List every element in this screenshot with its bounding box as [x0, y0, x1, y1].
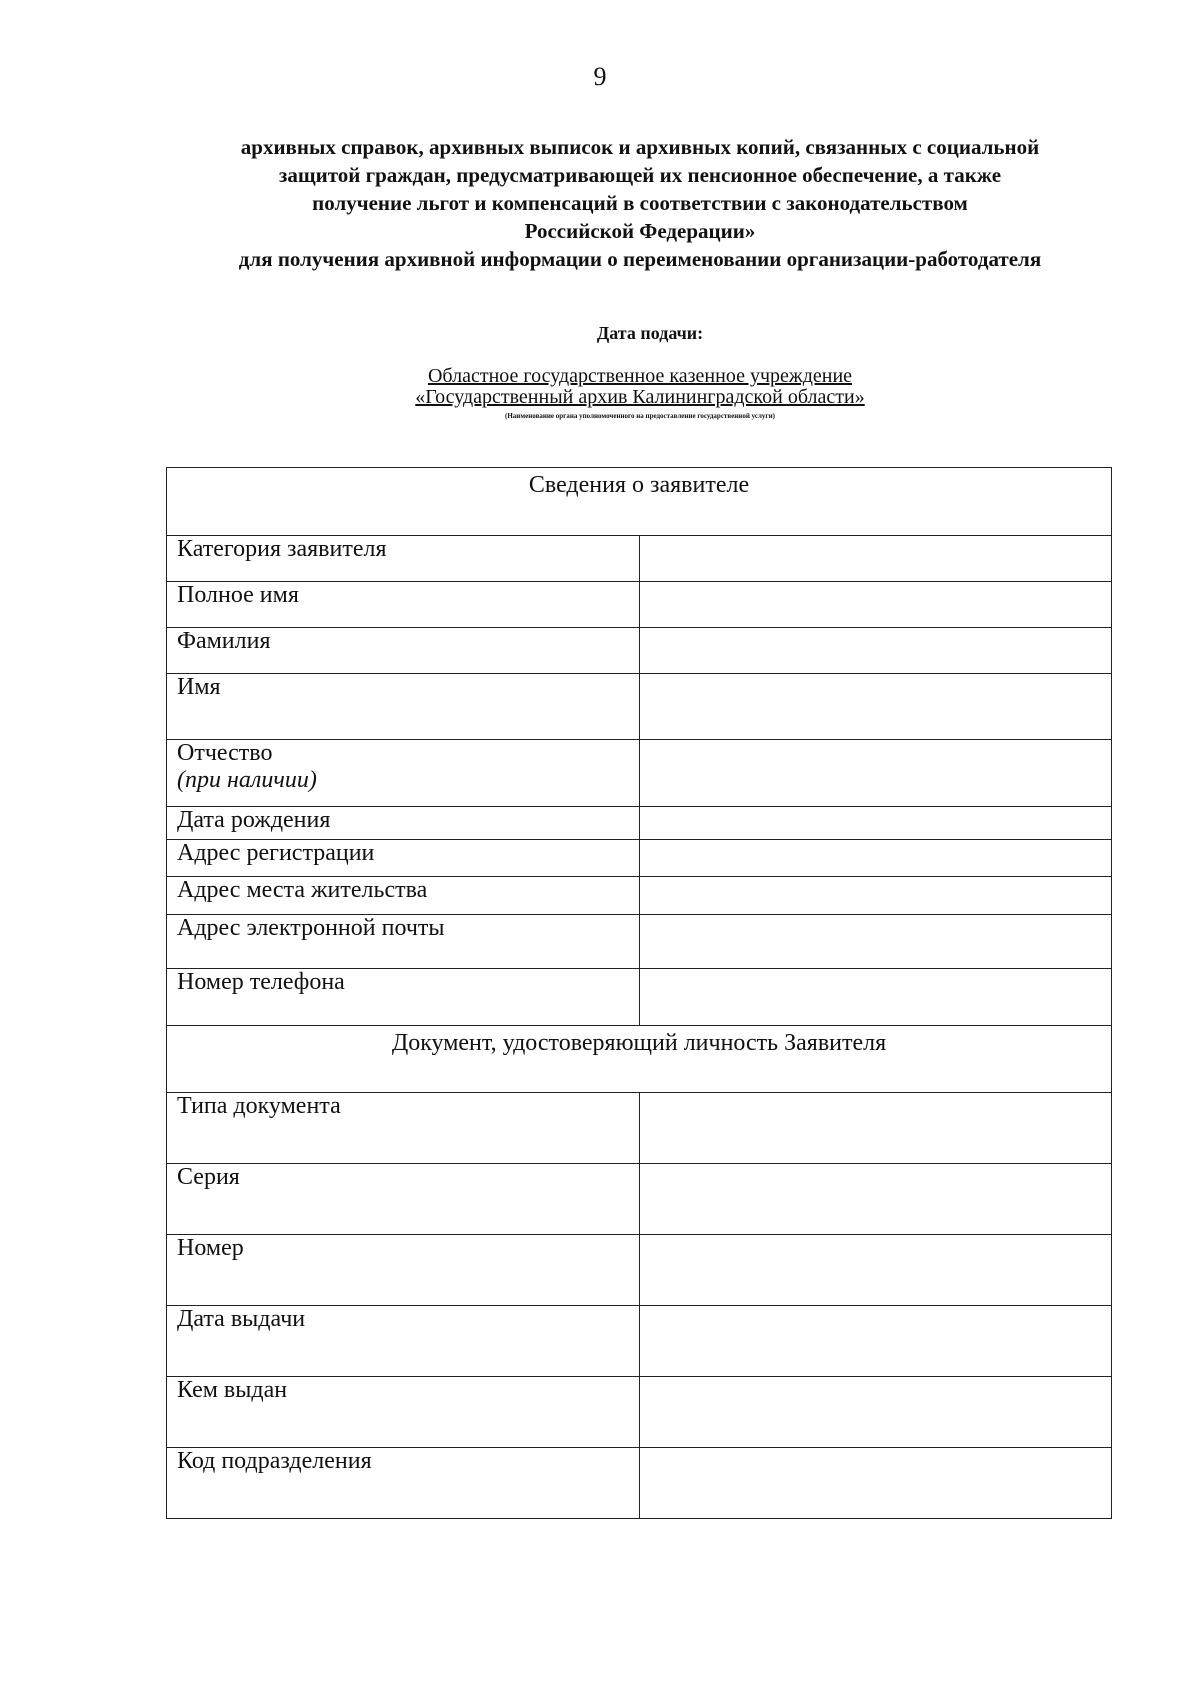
field-label-cell	[167, 1377, 640, 1448]
issue-date-value[interactable]	[639, 1306, 1112, 1377]
heading-line: защитой граждан, предусматривающей их пенсионное обеспечение, а также	[278, 163, 1002, 187]
field-label-cell	[167, 915, 640, 969]
heading-line: для получения архивной информации о переименовании организации-работодателя	[238, 247, 1042, 271]
issued-by-value[interactable]	[639, 1377, 1112, 1448]
section-title: Сведения о заявителе	[528, 472, 750, 498]
field-label: Адрес электронной почты	[177, 915, 445, 941]
email-value[interactable]	[639, 915, 1112, 969]
heading-line: получение льгот и компенсаций в соответствии с законодательством	[312, 191, 968, 215]
field-label: Серия	[177, 1164, 240, 1190]
table-row	[167, 674, 1112, 740]
heading-line: Российской Федерации»	[524, 219, 756, 243]
field-label-cell	[167, 536, 640, 582]
patronymic-value[interactable]	[639, 740, 1112, 807]
document-series-value[interactable]	[639, 1164, 1112, 1235]
field-label: Кем выдан	[177, 1377, 288, 1403]
field-label: Код подразделения	[177, 1448, 372, 1474]
table-row	[167, 582, 1112, 628]
page-number: 9	[593, 62, 607, 91]
document-heading	[150, 133, 1130, 273]
document-type-value[interactable]	[639, 1093, 1112, 1164]
surname-value[interactable]	[639, 628, 1112, 674]
submit-date-label: Дата подачи:	[596, 323, 704, 343]
field-label-cell	[167, 807, 640, 840]
field-label-cell	[167, 877, 640, 915]
field-note: (при наличии)	[177, 767, 317, 793]
field-label-cell	[167, 740, 640, 807]
field-label: Номер телефона	[177, 969, 345, 995]
residence-address-value[interactable]	[639, 877, 1112, 915]
field-label-cell	[167, 969, 640, 1026]
table-row	[167, 1306, 1112, 1377]
field-label: Номер	[177, 1235, 244, 1261]
section-row	[167, 1026, 1112, 1093]
field-label: Адрес места жительства	[177, 877, 428, 903]
table-row	[167, 1235, 1112, 1306]
table-row	[167, 740, 1112, 807]
table-row	[167, 915, 1112, 969]
birth-date-value[interactable]	[639, 807, 1112, 840]
applicant-section-header	[167, 468, 1112, 536]
heading-line: архивных справок, архивных выписок и архивных копий, связанных с социальной	[240, 135, 1040, 159]
table-row	[167, 969, 1112, 1026]
table-row	[167, 807, 1112, 840]
field-label: Дата рождения	[177, 807, 331, 833]
field-label: Категория заявителя	[177, 536, 387, 562]
field-label: Фамилия	[177, 628, 271, 654]
field-label: Дата выдачи	[177, 1306, 306, 1332]
document-section-header	[167, 1026, 1112, 1093]
table-row	[167, 628, 1112, 674]
field-label-cell	[167, 1164, 640, 1235]
field-label-cell	[167, 628, 640, 674]
field-label-cell	[167, 674, 640, 740]
field-label-cell	[167, 1093, 640, 1164]
field-label-cell	[167, 582, 640, 628]
field-label: Типа документа	[177, 1093, 341, 1119]
registration-address-value[interactable]	[639, 840, 1112, 877]
field-label: Имя	[177, 674, 221, 700]
table-row	[167, 1448, 1112, 1519]
field-label: Полное имя	[177, 582, 299, 608]
full-name-value[interactable]	[639, 582, 1112, 628]
section-row	[167, 468, 1112, 536]
field-label-cell	[167, 1448, 640, 1519]
applicant-category-value[interactable]	[639, 536, 1112, 582]
table-row	[167, 1093, 1112, 1164]
table-row	[167, 840, 1112, 877]
division-code-value[interactable]	[639, 1448, 1112, 1519]
applicant-form-table	[166, 467, 1112, 1519]
table-row	[167, 536, 1112, 582]
table-row	[167, 1377, 1112, 1448]
section-title: Документ, удостоверяющий личность Заявителя	[391, 1030, 887, 1056]
table-row	[167, 1164, 1112, 1235]
document-number-value[interactable]	[639, 1235, 1112, 1306]
field-label-cell	[167, 1306, 640, 1377]
field-label-cell	[167, 1235, 640, 1306]
field-label: Адрес регистрации	[177, 840, 375, 866]
table-row	[167, 877, 1112, 915]
first-name-value[interactable]	[639, 674, 1112, 740]
organization-caption: (Наименование органа уполномоченного на предоставление государственной услуги)	[505, 412, 775, 420]
phone-value[interactable]	[639, 969, 1112, 1026]
organization-name-line: «Государственный архив Калининградской области»	[415, 386, 865, 408]
organization-block	[340, 366, 940, 421]
field-label-cell	[167, 840, 640, 877]
organization-name-line: Областное государственное казенное учреждение	[427, 365, 853, 387]
field-label: Отчество	[177, 740, 273, 766]
